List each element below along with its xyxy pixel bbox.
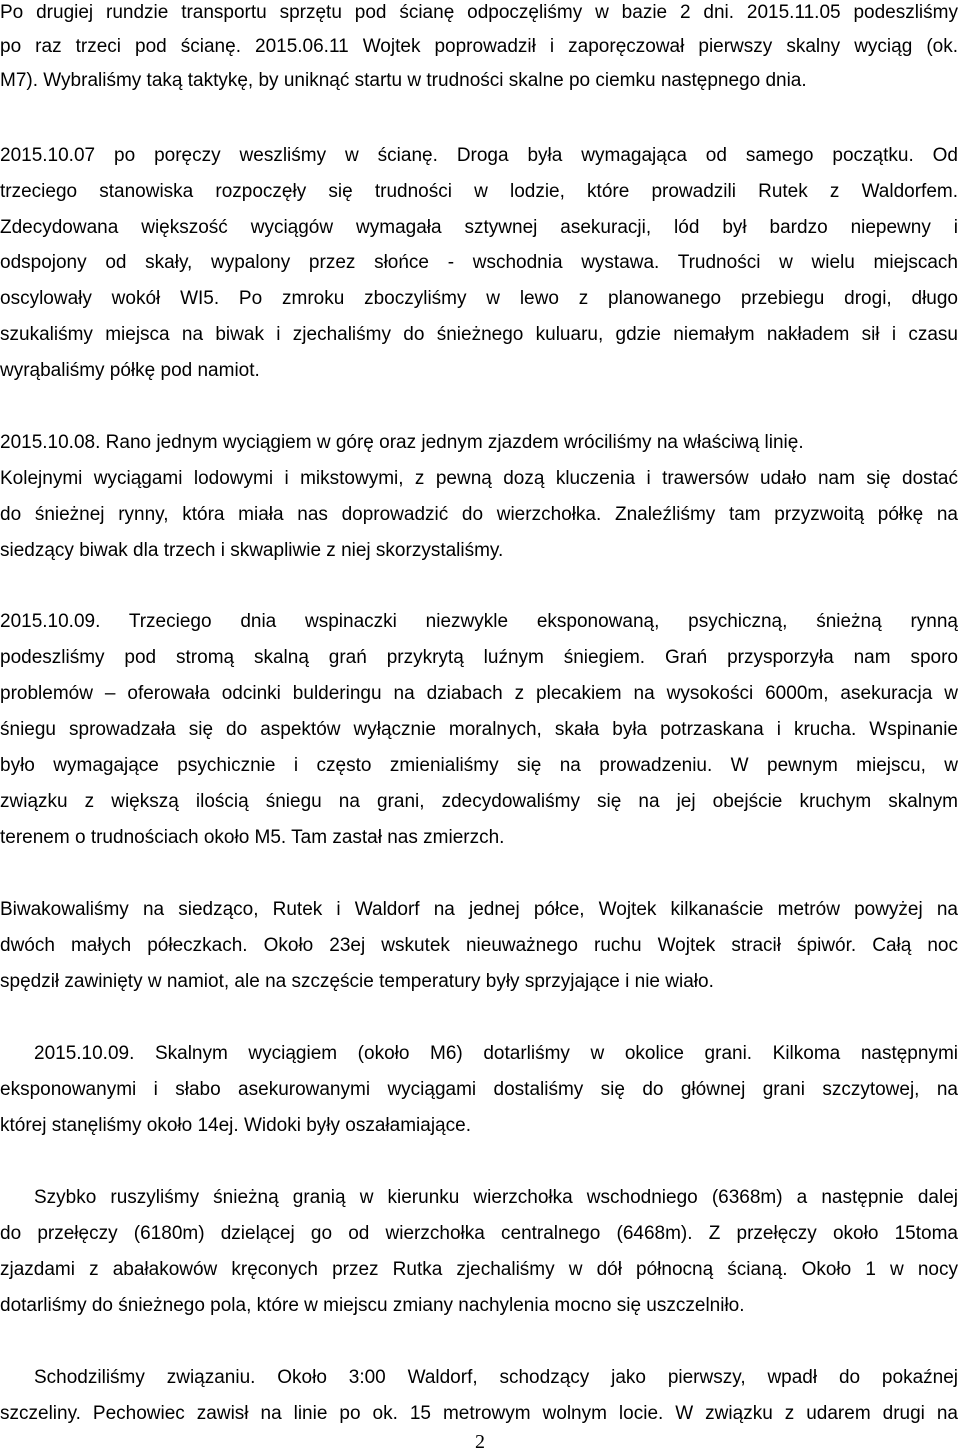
text-line: do śnieżnej rynny, która miała nas doprowadzić do wierzchołka. Znaleźliśmy tam przyzwoitą półkę na — [0, 504, 958, 525]
text-line: zjazdami z abałakowów kręconych przez Rutka zjechaliśmy w dół północną ścianą. Około 1 w nocy — [0, 1259, 958, 1280]
text-line: odspojony od skały, wypalony przez słońce - wschodnia wystawa. Trudności w wielu miejscach — [0, 252, 958, 273]
text-line: problemów – oferowała odcinki bulderingu na dziabach z plecakiem na wysokości 6000m, asekuracja w — [0, 683, 958, 704]
text-line: trzeciego stanowiska rozpoczęły się trudności w lodzie, które prowadzili Rutek z Waldorfem. — [0, 181, 958, 202]
text-line: dwóch małych półeczkach. Około 23ej wskutek nieuważnego ruchu Wojtek stracił śpiwór. Całą noc — [0, 935, 958, 956]
text-line: oscylowały wokół WI5. Po zmroku zboczyliśmy w lewo z planowanego przebiegu drogi, długo — [0, 288, 958, 309]
text-line: podeszliśmy pod stromą skalną grań przykrytą luźnym śniegiem. Grań przysporzyła nam sporo — [0, 647, 958, 668]
text-line: Szybko ruszyliśmy śnieżną granią w kierunku wierzchołka wschodniego (6368m) a następnie dalej — [34, 1187, 958, 1208]
page-number: 2 — [475, 1431, 485, 1453]
text-line: spędził zawinięty w namiot, ale na szczęście temperatury były sprzyjające i nie wiało. — [0, 971, 714, 992]
text-line: śniegu sprowadzała się do aspektów wyłącznie moralnych, skała była potrzaskana i krucha. Wspinanie — [0, 719, 958, 740]
text-line: eksponowanymi i słabo asekurowanymi wyciągami dostaliśmy się do głównej grani szczytowej, na — [0, 1079, 958, 1100]
text-line: siedzący biwak dla trzech i skwapliwie z niej skorzystaliśmy. — [0, 540, 504, 561]
text-line: M7). Wybraliśmy taką taktykę, by uniknąć startu w trudności skalne po ciemku następnego dnia. — [0, 70, 807, 91]
text-line: której stanęliśmy około 14ej. Widoki były oszałamiające. — [0, 1115, 471, 1136]
text-line: do przełęczy (6180m) dzielącej go od wierzchołka centralnego (6468m). Z przełęczy około 15toma — [0, 1223, 958, 1244]
text-line: Biwakowaliśmy na siedząco, Rutek i Waldorf na jednej półce, Wojtek kilkanaście metrów powyżej na — [0, 899, 958, 920]
text-line: dotarliśmy do śnieżnego pola, które w miejscu zmiany nachylenia mocno się uszczelniło. — [0, 1295, 745, 1316]
text-line: szukaliśmy miejsca na biwak i zjechaliśmy do śnieżnego kuluaru, gdzie niemałym nakładem sił i czasu — [0, 324, 958, 345]
text-line: związku z większą ilością śniegu na grani, zdecydowaliśmy się na jej obejście kruchym skalnym — [0, 791, 958, 812]
text-line: Schodziliśmy związaniu. Około 3:00 Waldorf, schodzący jako pierwszy, wpadł do pokaźnej — [34, 1367, 958, 1388]
text-line: 2015.10.08. Rano jednym wyciągiem w górę oraz jednym zjazdem wróciliśmy na właściwą linię. — [0, 432, 804, 453]
text-line: 2015.10.09. Trzeciego dnia wspinaczki niezwykle eksponowaną, psychiczną, śnieżną rynną — [0, 611, 958, 632]
text-line: 2015.10.07 po poręczy weszliśmy w ścianę. Droga była wymagająca od samego początku. Od — [0, 145, 958, 166]
text-line: 2015.10.09. Skalnym wyciągiem (około M6) dotarliśmy w okolice grani. Kilkoma następnymi — [34, 1043, 958, 1064]
text-line: Po drugiej rundzie transportu sprzętu pod ścianę odpoczęliśmy w bazie 2 dni. 2015.11.05 podeszliśmy — [0, 2, 958, 23]
text-line: wyrąbaliśmy półkę pod namiot. — [0, 360, 260, 381]
text-line: Zdecydowana większość wyciągów wymagała sztywnej asekuracji, lód był bardzo niepewny i — [0, 217, 958, 238]
text-line: po raz trzeci pod ścianę. 2015.06.11 Wojtek poprowadził i zaporęczował pierwszy skalny wyciąg (ok. — [0, 36, 958, 57]
text-line: było wymagające psychicznie i często zmienialiśmy się na prowadzeniu. W pewnym miejscu, w — [0, 755, 958, 776]
text-line: szczeliny. Pechowiec zawisł na linie po ok. 15 metrowym wolnym locie. W związku z udarem drugi na — [0, 1403, 958, 1424]
text-line: Kolejnymi wyciągami lodowymi i mikstowymi, z pewną dozą kluczenia i trawersów udało nam się dostać — [0, 468, 958, 489]
text-line: terenem o trudnościach około M5. Tam zastał nas zmierzch. — [0, 827, 505, 848]
